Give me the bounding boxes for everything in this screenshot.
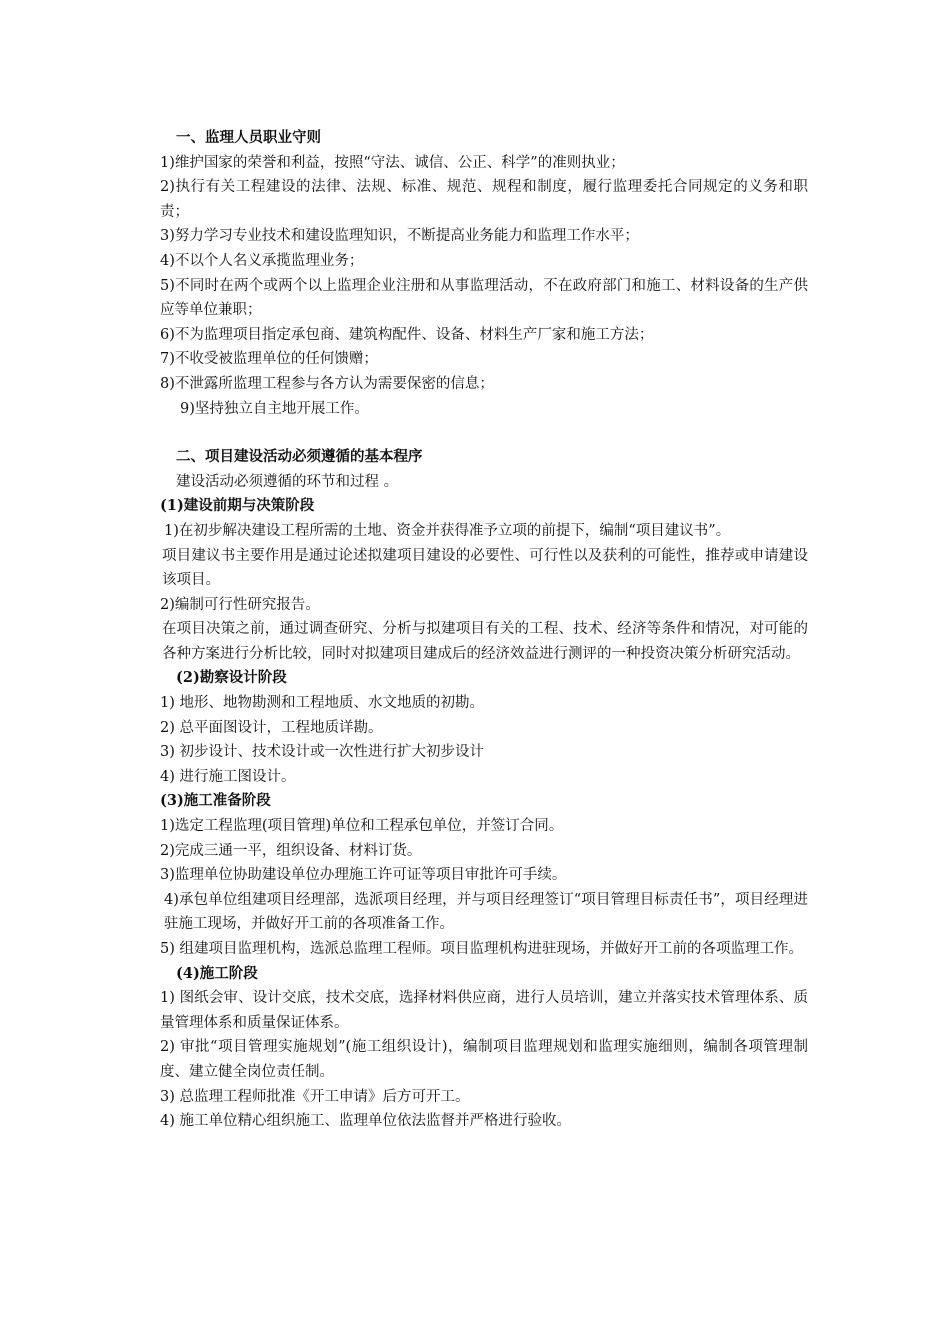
stage3-item-4: 4)承包单位组建项目经理部，选派项目经理，并与项目经理签订“项目管理目标责任书”，项目经理进驻施工现场，并做好开工前的各项准备工作。 bbox=[164, 891, 808, 933]
stage3-item-1: 1)选定工程监理(项目管理)单位和工程承包单位，并签订合同。 bbox=[160, 818, 564, 835]
section1-item-5: 5)不同时在两个或两个以上监理企业注册和从事监理活动，不在政府部门和施工、材料设备的生产供应等单位兼职； bbox=[160, 277, 808, 319]
document-body bbox=[144, 126, 808, 1134]
section1-item-7: 7)不收受被监理单位的任何馈赠； bbox=[160, 351, 378, 368]
stage3-item-3: 3)监理单位协助建设单位办理施工许可证等项目审批许可手续。 bbox=[160, 867, 567, 884]
stage2-item-4: 4) 进行施工图设计。 bbox=[160, 768, 296, 785]
stage3-heading: (3)施工准备阶段 bbox=[160, 792, 271, 810]
stage4-item-1: 1) 图纸会审、设计交底，技术交底，选择材料供应商，进行人员培训，建立并落实技术管理体系、质量管理体系和质量保证体系。 bbox=[160, 990, 808, 1031]
stage3-item-5: 5) 组建项目监理机构，选派总监理工程师。项目监理机构进驻现场，并做好开工前的各项监理工作。 bbox=[160, 941, 803, 957]
section2-heading: 二、项目建设活动必须遵循的基本程序 bbox=[176, 448, 423, 466]
section1-item-2: 2)执行有关工程建设的法律、法规、标准、规范、规程和制度，履行监理委托合同规定的义务和职责； bbox=[160, 179, 808, 220]
stage1-heading: (1)建设前期与决策阶段 bbox=[160, 497, 315, 515]
stage4-heading: (4)施工阶段 bbox=[176, 964, 258, 982]
stage1-paragraph-2: 项目建议书主要作用是通过论述拟建项目建设的必要性、可行性以及获利的可能性，推荐或申请建设该项目。 bbox=[162, 547, 808, 589]
stage1-paragraph-1: 1)在初步解决建设工程所需的土地、资金并获得准予立项的前提下，编制“项目建议书”。 bbox=[164, 522, 731, 539]
section1-heading: 一、监理人员职业守则 bbox=[176, 129, 321, 146]
stage2-heading: (2)勘察设计阶段 bbox=[176, 669, 287, 687]
section1-item-6: 6)不为监理项目指定承包商、建筑构配件、设备、材料生产厂家和施工方法； bbox=[160, 326, 654, 343]
section-spacer bbox=[144, 421, 808, 445]
stage2-item-1: 1) 地形、地物勘测和工程地质、水文地质的初勘。 bbox=[160, 695, 484, 712]
stage1-paragraph-3: 2)编制可行性研究报告。 bbox=[160, 596, 320, 613]
section1-item-3: 3)努力学习专业技术和建设监理知识，不断提高业务能力和监理工作水平； bbox=[160, 228, 639, 245]
stage4-item-2: 2) 审批“项目管理实施规划”(施工组织设计)，编制项目监理规划和监理实施细则，编制各项管理制度、建立健全岗位责任制。 bbox=[160, 1039, 808, 1080]
section1-item-1: 1)维护国家的荣誉和利益，按照“守法、诚信、公正、科学”的准则执业； bbox=[160, 154, 625, 171]
stage1-paragraph-4: 在项目决策之前，通过调查研究、分析与拟建项目有关的工程、技术、经济等条件和情况，对可能的各种方案进行分析比较，同时对拟建项目建成后的经济效益进行测评的一种投资决策分析研究活动。 bbox=[162, 621, 808, 662]
stage3-item-2: 2)完成三通一平，组织设备、材料订货。 bbox=[160, 842, 422, 859]
stage4-item-3: 3) 总监理工程师批准《开工申请》后方可开工。 bbox=[160, 1088, 470, 1105]
stage4-item-4: 4) 施工单位精心组织施工、监理单位依法监督并严格进行验收。 bbox=[160, 1113, 571, 1130]
stage2-item-2: 2) 总平面图设计，工程地质详勘。 bbox=[160, 719, 383, 736]
section1-item-4: 4)不以个人名义承揽监理业务； bbox=[160, 252, 364, 269]
section2-intro: 建设活动必须遵循的环节和过程 。 bbox=[176, 473, 399, 490]
section1-item-9: 9)坚持独立自主地开展工作。 bbox=[180, 400, 369, 417]
stage2-item-3: 3) 初步设计、技术设计或一次性进行扩大初步设计 bbox=[160, 744, 484, 761]
section1-item-8: 8)不泄露所监理工程参与各方认为需要保密的信息； bbox=[160, 375, 494, 392]
